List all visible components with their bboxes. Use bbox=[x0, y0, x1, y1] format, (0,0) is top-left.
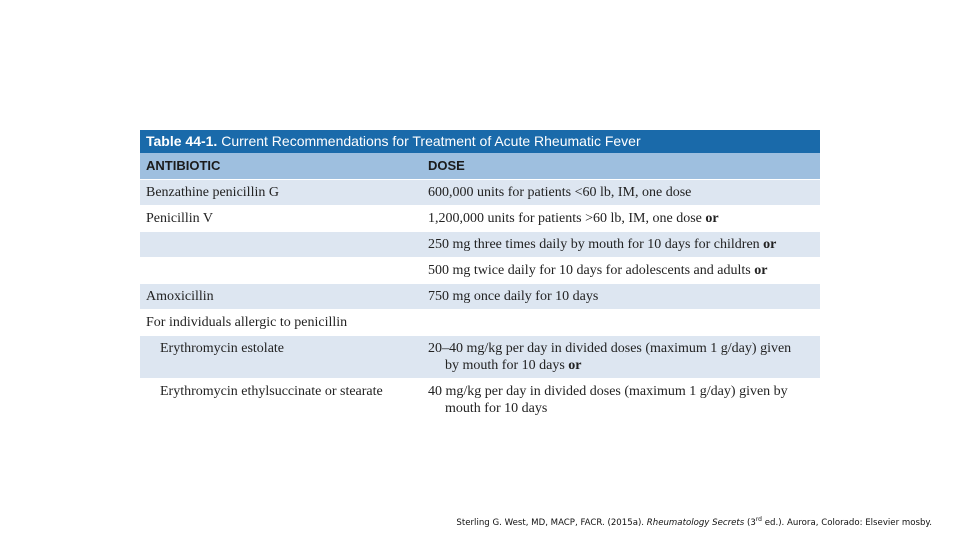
dose-connector: or bbox=[763, 237, 777, 252]
dose-cell bbox=[422, 379, 820, 421]
table-row bbox=[140, 179, 820, 205]
dose-continuation: mouth for 10 days bbox=[445, 401, 548, 416]
dose-continuation bbox=[428, 357, 820, 374]
header-dose: DOSE bbox=[428, 158, 465, 173]
table-number: Table 44-1. bbox=[146, 133, 218, 149]
dose-cell bbox=[422, 258, 820, 283]
dose-cell bbox=[422, 310, 820, 335]
header-antibiotic: ANTIBIOTIC bbox=[146, 158, 221, 173]
dose-text: 600,000 units for patients <60 lb, IM, one dose bbox=[428, 185, 692, 200]
citation-edition: (3 bbox=[744, 517, 756, 528]
dose-text: 500 mg twice daily for 10 days for adolescents and adults bbox=[428, 263, 751, 278]
dose-cell bbox=[422, 336, 820, 378]
antibiotic-cell: Erythromycin ethylsuccinate or stearate bbox=[160, 384, 383, 399]
dose-cell bbox=[422, 180, 820, 205]
table-row bbox=[140, 257, 820, 283]
antibiotic-cell bbox=[140, 258, 422, 283]
table-row bbox=[140, 231, 820, 257]
citation-edition-sup: rd bbox=[755, 516, 762, 523]
dose-cell bbox=[422, 284, 820, 309]
dose-connector: or bbox=[568, 358, 582, 373]
table-row bbox=[140, 378, 820, 421]
table-title: Current Recommendations for Treatment of Acute Rheumatic Fever bbox=[221, 133, 641, 149]
antibiotic-cell bbox=[140, 232, 422, 257]
table-row bbox=[140, 205, 820, 231]
dose-cell bbox=[422, 206, 820, 231]
dose-connector: or bbox=[705, 211, 719, 226]
antibiotic-cell: For individuals allergic to penicillin bbox=[146, 315, 348, 330]
citation-authors: Sterling G. West, MD, MACP, FACR. (2015a). bbox=[456, 517, 647, 528]
citation-book: Rheumatology Secrets bbox=[646, 517, 745, 528]
table-header-row bbox=[140, 153, 820, 179]
dose-text: 250 mg three times daily by mouth for 10 days for children bbox=[428, 237, 760, 252]
antibiotic-cell: Penicillin V bbox=[146, 211, 214, 226]
antibiotic-cell: Benzathine penicillin G bbox=[146, 185, 279, 200]
treatment-table bbox=[140, 130, 820, 421]
citation-publisher: ed.). Aurora, Colorado: Elsevier mosby. bbox=[761, 517, 932, 528]
table-caption bbox=[140, 130, 820, 153]
dose-text: 20–40 mg/kg per day in divided doses (maximum 1 g/day) given bbox=[428, 341, 792, 356]
table-row bbox=[140, 335, 820, 378]
dose-text: 1,200,000 units for patients >60 lb, IM, one dose bbox=[428, 211, 702, 226]
dose-text: 40 mg/kg per day in divided doses (maximum 1 g/day) given by bbox=[428, 384, 788, 399]
table-row bbox=[140, 283, 820, 309]
table-row bbox=[140, 309, 820, 335]
dose-connector: or bbox=[754, 263, 768, 278]
dose-continuation-text: by mouth for 10 days bbox=[445, 358, 565, 373]
antibiotic-cell: Erythromycin estolate bbox=[160, 341, 285, 356]
citation bbox=[456, 516, 932, 528]
dose-text: 750 mg once daily for 10 days bbox=[428, 289, 599, 304]
antibiotic-cell: Amoxicillin bbox=[146, 289, 214, 304]
dose-cell bbox=[422, 232, 820, 257]
